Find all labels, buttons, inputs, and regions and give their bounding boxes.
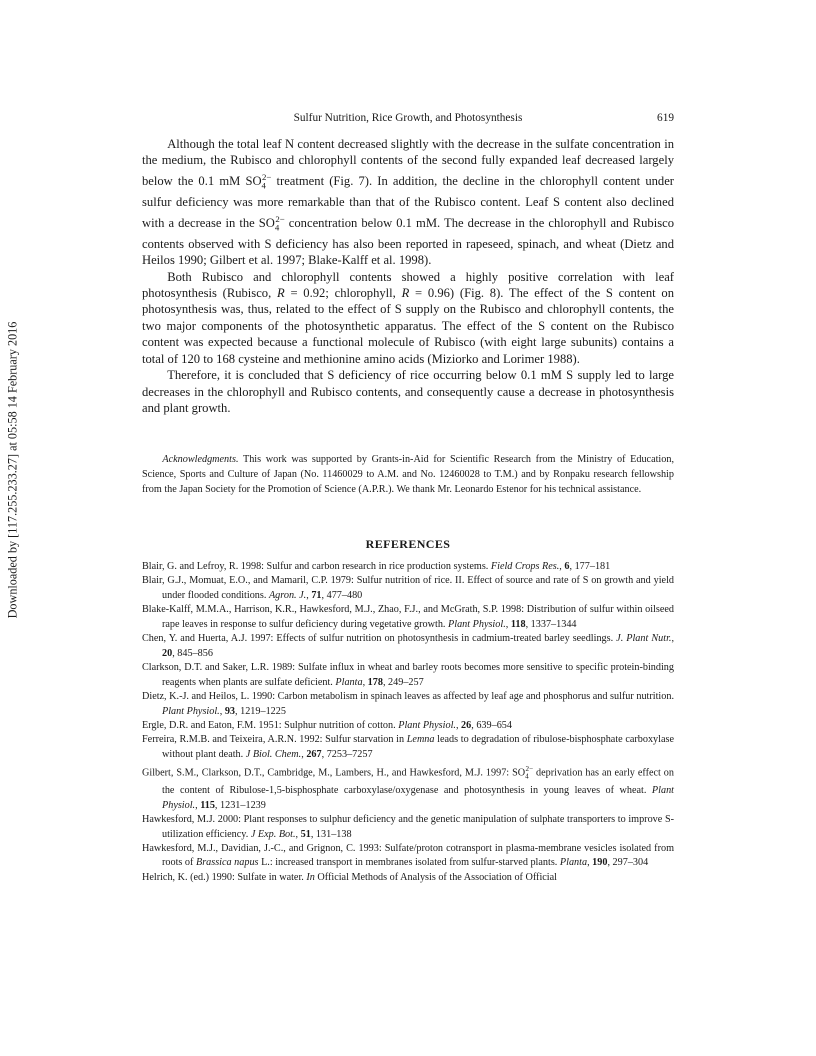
reference-entry: Helrich, K. (ed.) 1990: Sulfate in water. In Official Methods of Analysis of the Association of Official [142,871,557,883]
body-paragraph: Although the total leaf N content decreased slightly with the decrease in the sulfate concentration in the medium, the Rubisco and chlorophyll contents of the second fully expanded leaf decreased largely below the 0.1 mM $SO_4^{2-}$ treatment (Fig. 7). In addition, the decline in the chlorophyll content under sulfur deficiency was more remarkable than that of the Rubisco content. Leaf S content also declined with a decrease in the $SO_4^{2-}$ concentration below 0.1 mM. The decrease in the chlorophyll and Rubisco contents observed with S deficiency has also been reported in rapeseed, spinach, and wheat (Dietz and Heilos 1990; Gilbert et al. 1997; Blake-Kalff et al. 1998). [142,137,674,268]
download-watermark-text: Downloaded by [117.255.233.27] at 05:58 14 February 2016 [5,321,20,619]
running-head-title: Sulfur Nutrition, Rice Growth, and Photosynthesis [293,112,523,124]
reference-entry: Hawkesford, M.J., Davidian, J.-C., and Grignon, C. 1993: Sulfate/proton cotransport in plasma-membrane vesicles isolated from roots of Brassica napus L.: increased transport in membranes isolated from sulfur-starved plants. Planta, 190, 297–304 [142,843,674,869]
body-paragraph: Therefore, it is concluded that S deficiency of rice occurring below 0.1 mM S supply led to large decreases in the chlorophyll and Rubisco contents, and consequently cause a decrease in photosynthesis and plant growth. [142,368,674,416]
reference-entry: Ergle, D.R. and Eaton, F.M. 1951: Sulphur nutrition of cotton. Plant Physiol., 26, 639–654 [142,719,512,731]
references-heading: REFERENCES [365,537,451,551]
reference-entry: Dietz, K.-J. and Heilos, L. 1990: Carbon metabolism in spinach leaves as affected by leaf age and phosphorus and sulfur nutrition. Plant Physiol., 93, 1219–1225 [142,691,674,717]
reference-entry: Clarkson, D.T. and Saker, L.R. 1989: Sulfate influx in wheat and barley roots becomes more sensitive to specific protein-binding reagents when plants are sulfate deficient. Planta, 178, 249–257 [142,662,674,688]
acknowledgments-text: This work was supported by Grants-in-Aid for Scientific Research from the Ministry of Education, Science, Sports and Culture of Japan (No. 11460029 to A.M. and No. 12460028 to T.M.) and by Ronpaku research fellowship from the Japan Society for the Promotion of Science (A.P.R.). We thank Mr. Leonardo Estenor for his technical assistance. [142,454,674,496]
reference-entry: Ferreira, R.M.B. and Teixeira, A.R.N. 1992: Sulfur starvation in Lemna leads to degradation of ribulose-bisphosphate carboxylase without plant death. J Biol. Chem., 267, 7253–7257 [142,734,674,760]
running-head [142,112,674,128]
page-number: 619 [657,112,674,124]
reference-entry: Chen, Y. and Huerta, A.J. 1997: Effects of sulfur nutrition on photosynthesis in cadmium-treated barley seedlings. J. Plant Nutr., 20, 845–856 [142,633,674,659]
body-text [142,136,674,417]
download-watermark [2,210,24,730]
acknowledgments [142,452,674,498]
acknowledgments-label: Acknowledgments. [162,454,239,465]
body-paragraph: Both Rubisco and chlorophyll contents showed a highly positive correlation with leaf photosynthesis (Rubisco, R = 0.92; chlorophyll, R = 0.96) (Fig. 8). The effect of the S content on photosynthesis was, thus, related to the effect of S supply on the Rubisco and chlorophyll contents, the two major components of the photosynthetic apparatus. The effect of the S content on the Rubisco content was expected because a functional molecule of Rubisco (with eight large subunits) contains a total of 120 to 168 cysteine and methionine amino acids (Miziorko and Lorimer 1988). [142,269,674,366]
reference-entry: Blake-Kalff, M.M.A., Harrison, K.R., Hawkesford, M.J., Zhao, F.J., and McGrath, S.P. 1998: Distribution of sulfur within oilseed rape leaves in response to sulfur deficiency during vegetative growth. Plant Physiol., 118, 1337–1344 [142,604,674,630]
reference-entry: Gilbert, S.M., Clarkson, D.T., Cambridge, M., Lambers, H., and Hawkesford, M.J. 1997: $SO_4^{2-}$ deprivation has an early effect on the content of Ribulose-1,5-bisphosphate carboxylase/oxygenase and photosynthesis in young leaves of wheat. Plant Physiol., 115, 1231–1239 [142,765,674,811]
reference-entry: Blair, G. and Lefroy, R. 1998: Sulfur and carbon research in rice production systems. Field Crops Res., 6, 177–181 [142,561,611,572]
reference-entry: Hawkesford, M.J. 2000: Plant responses to sulphur deficiency and the genetic manipulation of sulphate transporters to improve S-utilization efficiency. J Exp. Bot., 51, 131–138 [142,814,674,840]
references-list [142,560,674,885]
reference-entry: Blair, G.J., Momuat, E.O., and Mamaril, C.P. 1979: Sulfur nutrition of rice. II. Effect of source and rate of S on growth and yield under flooded conditions. Agron. J., 71, 477–480 [142,575,674,601]
